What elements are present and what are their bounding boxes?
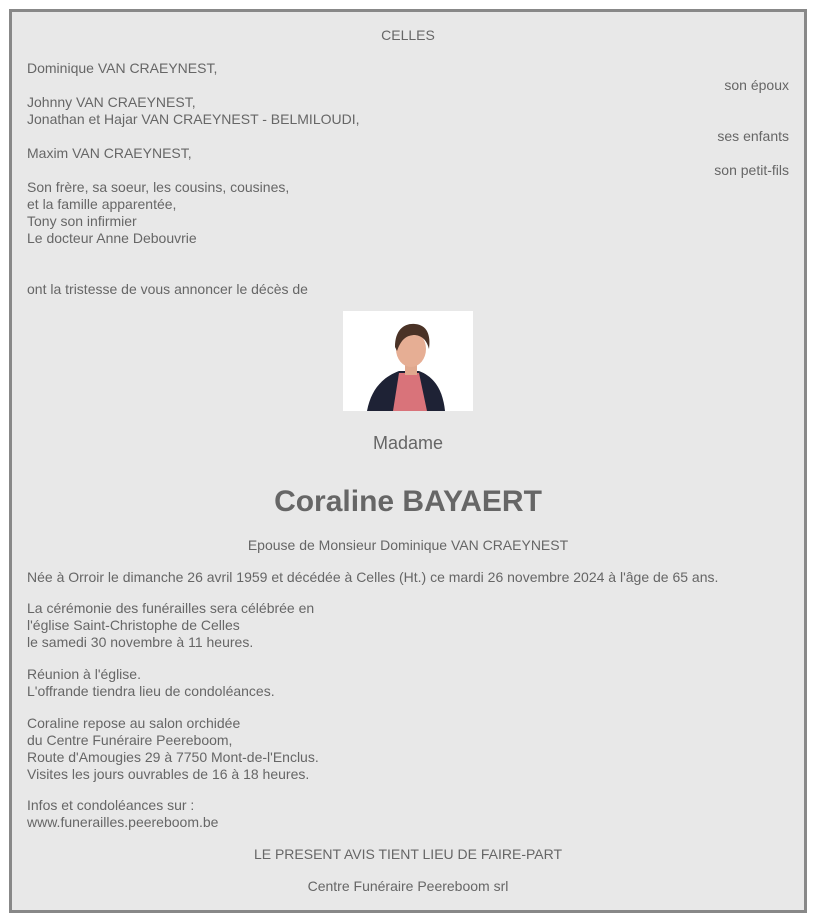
town-heading: CELLES — [381, 27, 435, 43]
info-link[interactable]: www.funerailles.peereboom.be — [27, 814, 219, 830]
ceremony-line: le samedi 30 novembre à 11 heures. — [27, 634, 254, 650]
child-name-1: Johnny VAN CRAEYNEST, — [27, 94, 196, 110]
announcement-text: ont la tristesse de vous annoncer le décès de — [27, 281, 308, 297]
portrait-illustration — [343, 311, 473, 411]
gathering-line: Réunion à l'église. — [27, 666, 141, 682]
other-family-line: Son frère, sa soeur, les cousins, cousines, — [27, 179, 290, 195]
rest-line: Visites les jours ouvrables de 16 à 18 heures. — [27, 766, 310, 782]
other-family-line: Tony son infirmier — [27, 213, 137, 229]
birth-death-line: Née à Orroir le dimanche 26 avril 1959 et décédée à Celles (Ht.) ce mardi 26 novembre 2024 à l'âge de 65 ans. — [27, 569, 719, 585]
gathering-line: L'offrande tiendra lieu de condoléances. — [27, 683, 275, 699]
rest-line: Route d'Amougies 29 à 7750 Mont-de-l'Enclus. — [27, 749, 319, 765]
spouse-name: Dominique VAN CRAEYNEST, — [27, 60, 218, 76]
child-name-2: Jonathan et Hajar VAN CRAEYNEST - BELMILOUDI, — [27, 111, 360, 127]
children-role: ses enfants — [717, 128, 789, 144]
faire-part-notice: LE PRESENT AVIS TIENT LIEU DE FAIRE-PART — [253, 846, 563, 862]
grandchild-name: Maxim VAN CRAEYNEST, — [27, 145, 192, 161]
grandchild-role: son petit-fils — [714, 162, 789, 178]
info-line: Infos et condoléances sur : — [27, 797, 195, 813]
funeral-company: Centre Funéraire Peereboom srl — [307, 878, 509, 894]
obituary-card — [9, 9, 807, 913]
deceased-spouse-line: Epouse de Monsieur Dominique VAN CRAEYNEST — [247, 537, 569, 553]
spouse-role: son époux — [724, 77, 789, 93]
rest-line: du Centre Funéraire Peereboom, — [27, 732, 233, 748]
other-family-line: Le docteur Anne Debouvrie — [27, 230, 197, 246]
ceremony-line: La cérémonie des funérailles sera célébrée en — [27, 600, 315, 616]
deceased-portrait — [343, 311, 473, 411]
deceased-name: Coraline BAYAERT — [274, 485, 542, 518]
ceremony-line: l'église Saint-Christophe de Celles — [27, 617, 240, 633]
other-family-line: et la famille apparentée, — [27, 196, 177, 212]
rest-line: Coraline repose au salon orchidée — [27, 715, 241, 731]
deceased-title: Madame — [372, 433, 444, 453]
